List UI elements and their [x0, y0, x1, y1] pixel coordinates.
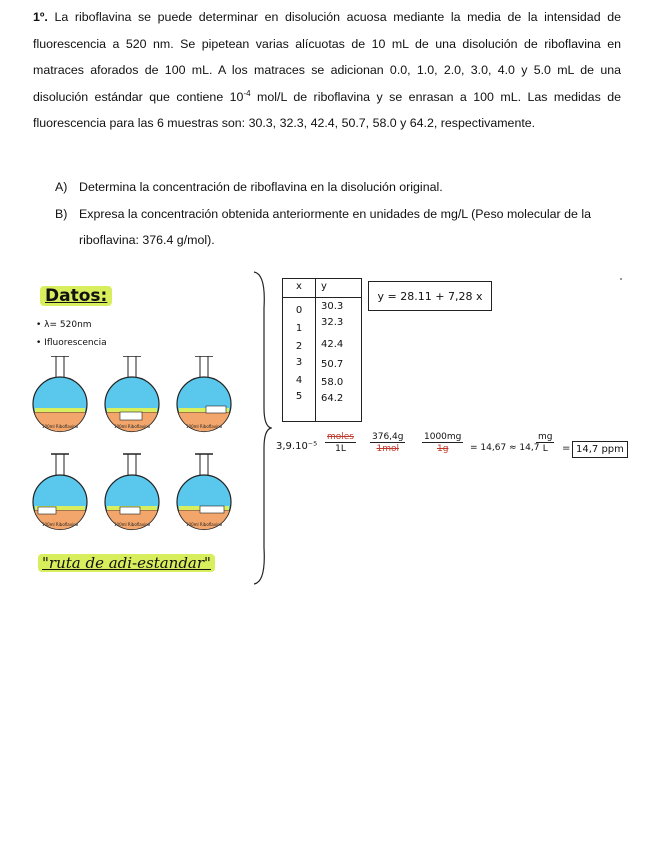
- table-cell-y: 30.3: [321, 301, 344, 312]
- regression-equation: y = 28.11 + 7,28 x: [368, 281, 492, 311]
- flask-2: [105, 356, 159, 432]
- flask-4: [33, 454, 87, 530]
- table-cell-y: 64.2: [321, 393, 344, 404]
- calc-fraction-1: [325, 432, 356, 454]
- table-header-y: y: [321, 281, 327, 292]
- table-cell-y: 58.0: [321, 377, 344, 388]
- flask-label: 100ml Riboflavina: [42, 424, 79, 429]
- calc-start: 3,9.10⁻⁵: [276, 441, 318, 452]
- calc-result: = 14,67 ≈ 14,7: [470, 443, 540, 453]
- datos-heading: Datos:: [40, 286, 112, 306]
- problem-number: 1º.: [33, 10, 48, 24]
- problem-text: La riboflavina se puede determinar en disolución acuosa mediante la media de la intensidad de fluorescencia a 520 nm. Se pipetean varias alícuotas de 10 mL de una disolución de riboflavina en matraces aforados de 100 mL. A los matraces se adicionan 0.0, 1.0, 2.0, 3.0, 4.0 y 5.0 mL de una disolución estándar que contiene 10: [33, 10, 621, 104]
- curly-brace: [250, 268, 272, 588]
- final-answer-box: 14,7 ppm: [572, 441, 628, 458]
- ruta-label: "ruta de adi-estandar": [38, 554, 215, 572]
- calc-f1-den: 1L: [335, 444, 346, 454]
- table-cell-y: 50.7: [321, 359, 344, 370]
- datos-lambda: • λ= 520nm: [36, 320, 92, 330]
- stray-dot: [620, 278, 622, 280]
- data-table: [282, 278, 362, 422]
- flask-6: [177, 454, 231, 530]
- question-text: Determina la concentración de riboflavina en la disolución original.: [79, 180, 443, 194]
- calc-unit-num: mg: [538, 432, 553, 442]
- flask-3: [177, 356, 231, 432]
- calc-fraction-2: [370, 432, 405, 454]
- flask-label: 100ml Riboflavina: [186, 522, 223, 527]
- calc-equals: =: [562, 443, 571, 454]
- calc-fraction-3: [422, 432, 463, 454]
- question-b: [55, 201, 615, 254]
- table-cell-x: 5: [295, 391, 303, 402]
- question-text: Expresa la concentración obtenida anteriormente en unidades de mg/L (Peso molecular de la riboflavina: 376.4 g/mol).: [79, 206, 591, 248]
- calc-unit-den: L: [542, 444, 548, 454]
- table-cell-x: 4: [295, 375, 303, 386]
- calc-f2-den: 1mol: [376, 444, 399, 454]
- flask-label: 100ml Riboflavina: [114, 424, 151, 429]
- flask-label: 100ml Riboflavina: [114, 522, 151, 527]
- question-letter: A): [55, 180, 68, 194]
- table-cell-y: 42.4: [321, 339, 344, 350]
- calc-f1-num: moles: [327, 432, 354, 442]
- problem-exponent: -4: [243, 88, 251, 98]
- calc-f3-den: 1g: [436, 444, 449, 454]
- table-header-x: x: [296, 281, 302, 292]
- datos-fluorescence: • Ifluorescencia: [36, 338, 107, 348]
- problem-text-after: mol/L de riboflavina y se enrasan a 100 mL. Las medidas de fluorescencia para las 6 muestras son: 30.3, 32.3, 42.4, 50.7, 58.0 y 64.2, respectivamente.: [33, 89, 621, 131]
- flasks-drawing: [28, 356, 248, 556]
- question-list: [55, 174, 615, 254]
- table-cell-y: 32.3: [321, 317, 344, 328]
- flask-label: 100ml Riboflavina: [42, 522, 79, 527]
- calc-f2-num: 376,4g: [372, 432, 404, 442]
- calc-f3-num: 1000mg: [424, 432, 462, 442]
- flask-1: [33, 356, 87, 432]
- question-a: [55, 174, 615, 201]
- flask-label: 100ml Riboflavina: [186, 424, 223, 429]
- table-cell-x: 1: [295, 323, 303, 334]
- question-letter: B): [55, 206, 68, 221]
- table-cell-x: 0: [295, 305, 303, 316]
- flask-5: [105, 454, 159, 530]
- calc-unit: [536, 432, 554, 454]
- table-cell-x: 3: [295, 357, 303, 368]
- problem-statement: [33, 4, 621, 137]
- table-cell-x: 2: [295, 341, 303, 352]
